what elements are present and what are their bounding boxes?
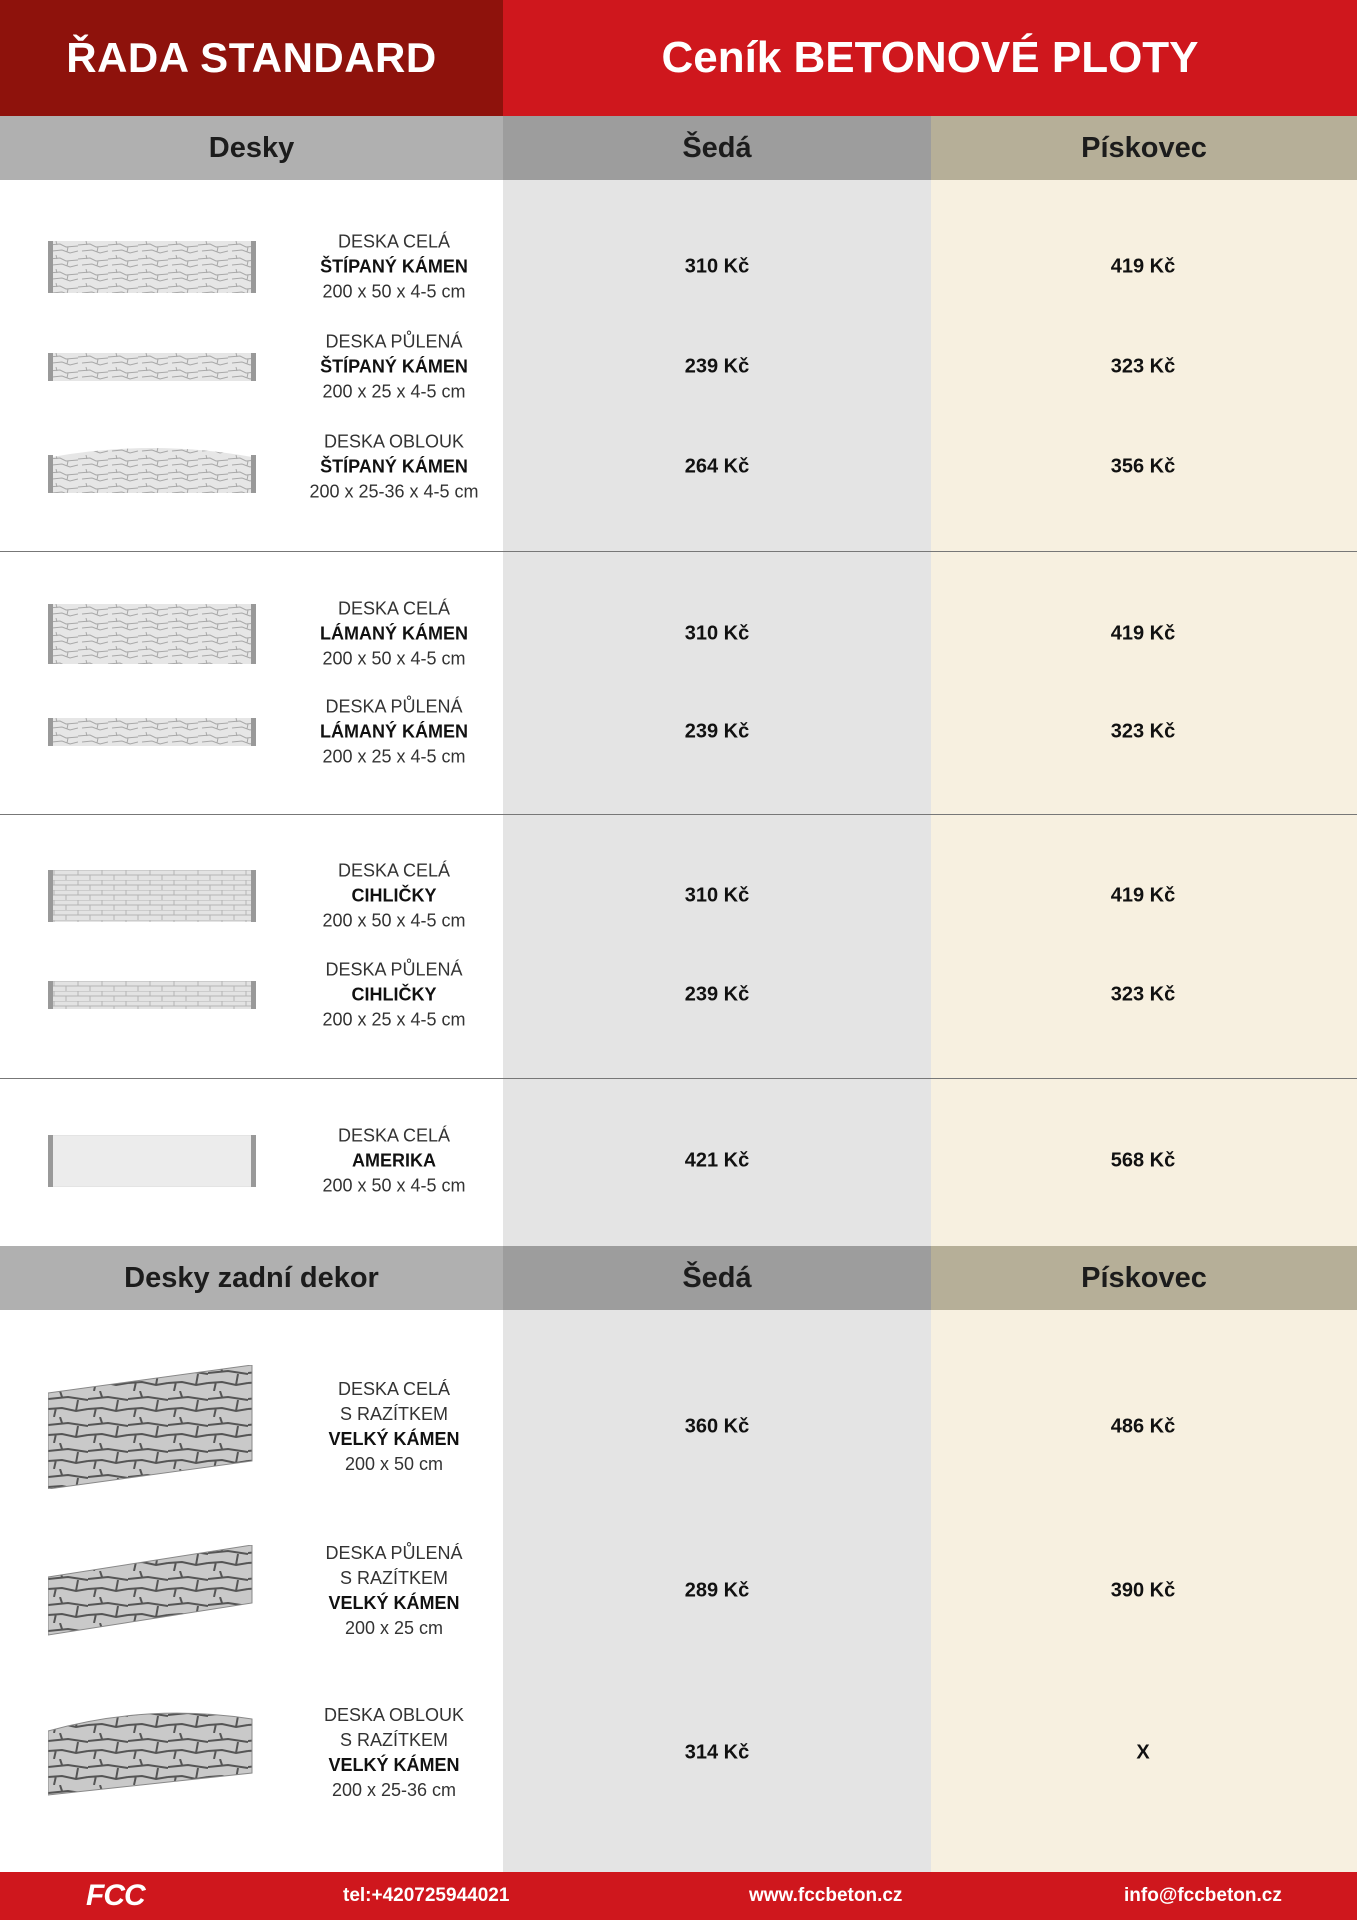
product-size: 200 x 25-36 x 4-5 cm xyxy=(309,481,479,502)
page-title: Ceník BETONOVÉ PLOTY xyxy=(503,0,1357,116)
footer-website[interactable]: www.fccbeton.cz xyxy=(749,1885,903,1906)
product-size: 200 x 50 x 4-5 cm xyxy=(322,1175,466,1196)
product-size: 200 x 50 x 4-5 cm xyxy=(322,910,466,931)
piskovec-column-bg xyxy=(931,180,1357,1246)
price-piskovec: 419 Kč xyxy=(1110,622,1176,645)
price-piskovec: 568 Kč xyxy=(1110,1149,1176,1172)
fence-panel-image xyxy=(48,441,256,493)
product-name: CIHLIČKY xyxy=(351,885,437,906)
price-seda: 310 Kč xyxy=(684,622,750,645)
product-type: DESKA OBLOUK xyxy=(323,1705,465,1725)
price-seda: 421 Kč xyxy=(684,1149,750,1172)
price-seda: 289 Kč xyxy=(684,1579,750,1602)
product-name: LÁMANÝ KÁMEN xyxy=(320,623,468,644)
product-type: DESKA PŮLENÁ xyxy=(325,1543,463,1563)
price-piskovec: 419 Kč xyxy=(1110,255,1176,278)
price-seda: 239 Kč xyxy=(684,355,750,378)
product-name: VELKÝ KÁMEN xyxy=(328,1593,460,1613)
fence-panel-image xyxy=(48,353,256,381)
product-description xyxy=(270,430,518,505)
column-header-piskovec: Pískovec xyxy=(931,116,1357,180)
footer-phone[interactable]: tel:+420725944021 xyxy=(343,1885,510,1906)
column-header-piskovec: Pískovec xyxy=(931,1246,1357,1310)
product-size: 200 x 25 x 4-5 cm xyxy=(322,746,466,767)
fence-panel-image xyxy=(48,1135,256,1187)
product-size: 200 x 25-36 cm xyxy=(331,1780,457,1800)
product-variant: S RAZÍTKEM xyxy=(339,1730,448,1750)
product-description xyxy=(270,859,518,934)
product-description xyxy=(270,1377,518,1477)
product-name: ŠTÍPANÝ KÁMEN xyxy=(320,456,468,477)
product-name: CIHLIČKY xyxy=(351,984,437,1005)
fence-panel-image xyxy=(48,1545,256,1637)
fence-panel-image xyxy=(48,981,256,1009)
price-piskovec: 486 Kč xyxy=(1110,1415,1176,1438)
price-seda: 264 Kč xyxy=(684,455,750,478)
product-type: DESKA PŮLENÁ xyxy=(325,331,463,352)
series-title: ŘADA STANDARD xyxy=(0,0,503,116)
product-name: VELKÝ KÁMEN xyxy=(328,1429,460,1449)
fence-panel-image xyxy=(48,241,256,293)
footer-bar xyxy=(0,1872,1357,1920)
footer-email[interactable]: info@fccbeton.cz xyxy=(1124,1885,1282,1906)
fence-panel-image xyxy=(48,718,256,746)
price-seda: 310 Kč xyxy=(684,255,750,278)
product-variant: S RAZÍTKEM xyxy=(339,1404,448,1424)
price-piskovec: 323 Kč xyxy=(1110,720,1176,743)
price-piskovec: 419 Kč xyxy=(1110,884,1176,907)
group-divider xyxy=(0,1078,1357,1079)
product-size: 200 x 50 x 4-5 cm xyxy=(322,648,466,669)
product-name: AMERIKA xyxy=(352,1150,436,1171)
price-seda: 310 Kč xyxy=(684,884,750,907)
fence-panel-image xyxy=(48,604,256,664)
seda-column-bg xyxy=(503,180,931,1246)
price-piskovec: 356 Kč xyxy=(1110,455,1176,478)
product-type: DESKA CELÁ xyxy=(337,860,451,881)
product-description xyxy=(270,1703,518,1803)
product-type: DESKA CELÁ xyxy=(337,1379,451,1399)
product-name: LÁMANÝ KÁMEN xyxy=(320,721,468,742)
product-size: 200 x 50 cm xyxy=(344,1454,444,1474)
group-divider xyxy=(0,814,1357,815)
price-piskovec: 390 Kč xyxy=(1110,1579,1176,1602)
product-description xyxy=(270,695,518,770)
price-seda: 314 Kč xyxy=(684,1741,750,1764)
product-name: ŠTÍPANÝ KÁMEN xyxy=(320,356,468,377)
price-piskovec: X xyxy=(1136,1741,1150,1764)
product-description xyxy=(270,330,518,405)
product-size: 200 x 25 x 4-5 cm xyxy=(322,381,466,402)
fence-panel-image xyxy=(48,1707,256,1799)
column-header-seda: Šedá xyxy=(503,1246,931,1310)
section-header-zadni-dekor: Desky zadní dekor xyxy=(0,1246,503,1310)
product-type: DESKA CELÁ xyxy=(337,231,451,252)
price-seda: 239 Kč xyxy=(684,983,750,1006)
product-size: 200 x 25 x 4-5 cm xyxy=(322,1009,466,1030)
product-variant: S RAZÍTKEM xyxy=(339,1568,448,1588)
product-type: DESKA CELÁ xyxy=(337,598,451,619)
product-description xyxy=(270,597,518,672)
column-header-seda: Šedá xyxy=(503,116,931,180)
section-header-desky: Desky xyxy=(0,116,503,180)
product-type: DESKA PŮLENÁ xyxy=(325,959,463,980)
group-divider xyxy=(0,551,1357,552)
product-type: DESKA OBLOUK xyxy=(323,431,465,452)
product-name: VELKÝ KÁMEN xyxy=(328,1755,460,1775)
price-seda: 239 Kč xyxy=(684,720,750,743)
product-name: ŠTÍPANÝ KÁMEN xyxy=(320,256,468,277)
product-description xyxy=(270,1124,518,1199)
fence-panel-image xyxy=(48,870,256,922)
product-type: DESKA CELÁ xyxy=(337,1125,451,1146)
price-piskovec: 323 Kč xyxy=(1110,983,1176,1006)
price-piskovec: 323 Kč xyxy=(1110,355,1176,378)
product-size: 200 x 50 x 4-5 cm xyxy=(322,281,466,302)
product-size: 200 x 25 cm xyxy=(344,1618,444,1638)
product-description xyxy=(270,958,518,1033)
product-description xyxy=(270,230,518,305)
price-seda: 360 Kč xyxy=(684,1415,750,1438)
fence-panel-image xyxy=(48,1365,256,1489)
product-type: DESKA PŮLENÁ xyxy=(325,696,463,717)
product-description xyxy=(270,1541,518,1641)
fcc-logo: FCC xyxy=(86,1879,145,1912)
